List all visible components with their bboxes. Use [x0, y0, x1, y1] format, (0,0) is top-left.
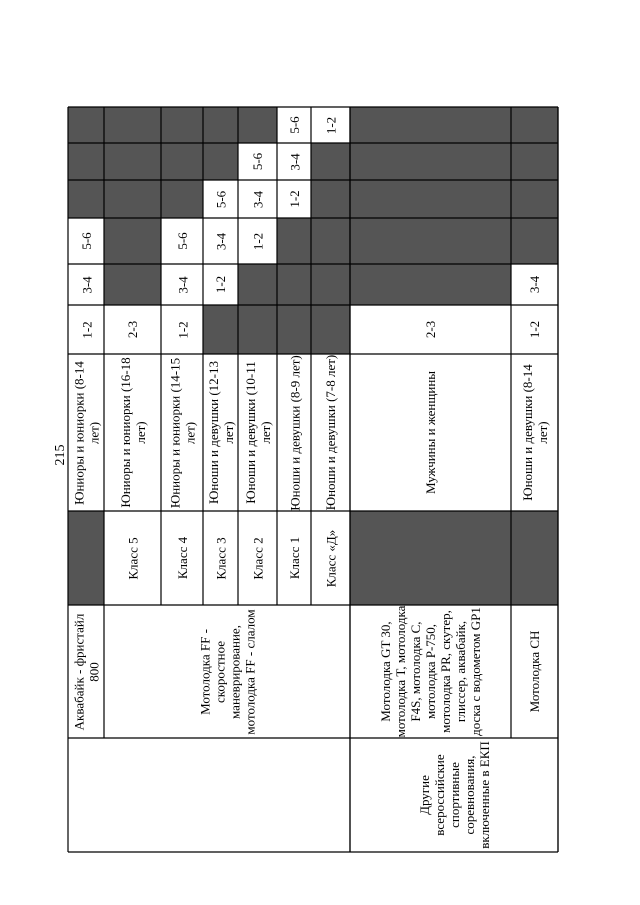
shaded-cell	[238, 305, 277, 354]
table-cell: 1-2	[323, 116, 338, 134]
shaded-cell	[350, 143, 511, 180]
shaded-cell	[161, 143, 203, 180]
shaded-cell	[203, 305, 238, 354]
shaded-cell	[104, 143, 161, 180]
table-cell: 1-2	[213, 275, 228, 294]
table-cell: 5-6	[174, 232, 190, 250]
class-cell: Класс 4	[174, 536, 190, 580]
shaded-cell	[277, 218, 311, 264]
discipline-name-cell: Мотолодка FF - скоростное маневрирование, мотолодка FF - слалом	[197, 608, 257, 735]
shaded-cell	[311, 264, 350, 305]
shaded-cell	[161, 107, 203, 143]
age-group-cell: Юниоры и юниорки (14-15 лет)	[167, 357, 197, 508]
table-cell: 2-3	[125, 320, 140, 339]
discipline-name-cell: Мотолодка CH	[527, 630, 542, 713]
shaded-cell	[68, 511, 104, 605]
table-cell: 3-4	[286, 152, 302, 171]
table-cell: 1-2	[174, 320, 190, 339]
table-cell: 3-4	[250, 190, 265, 208]
table-cell: 1-2	[78, 320, 94, 339]
shaded-cell	[104, 180, 161, 218]
shaded-cell	[511, 143, 558, 180]
shaded-cell	[238, 107, 277, 143]
shaded-cell	[203, 107, 238, 143]
shaded-cell	[104, 264, 161, 305]
discipline-name-cell: Мотолодка GT 30, мотолодка T, мотолодка F4S, мотолодка C, мотолодка P-750, мотолодка PR, скутер, глиссер, аквабайк, доска с водометом GP1	[378, 605, 483, 738]
class-cell: Класс 2	[250, 536, 265, 580]
age-group-cell: Юноши и девушки (7-8 лет)	[323, 354, 338, 511]
discipline-name-cell: Аквабайк - фристайл 800	[71, 613, 101, 730]
shaded-cell	[350, 511, 558, 605]
table-cell: 3-4	[174, 275, 190, 294]
shaded-cell	[161, 180, 203, 218]
shaded-cell	[511, 218, 558, 264]
table-cell: 5-6	[213, 190, 228, 208]
shaded-cell	[350, 264, 511, 305]
table-cell: 1-2	[286, 190, 302, 208]
table-cell: 2-3	[423, 320, 438, 339]
class-cell: Класс 3	[213, 536, 228, 580]
shaded-cell	[277, 305, 311, 354]
table-cell: 5-6	[286, 116, 302, 134]
age-group-cell: Мужчины и женщины	[423, 370, 438, 495]
age-group-cell: Юноши и девушки (8-14 лет)	[519, 364, 550, 501]
table-cell: 3-4	[527, 275, 542, 294]
shaded-cell	[104, 218, 161, 264]
page-number: 215	[53, 444, 68, 466]
shaded-cell	[511, 180, 558, 218]
shaded-cell	[68, 107, 104, 143]
shaded-cell	[104, 107, 161, 143]
shaded-cell	[350, 107, 511, 143]
class-cell: Класс 1	[286, 536, 302, 580]
shaded-cell	[311, 305, 350, 354]
shaded-cell	[203, 143, 238, 180]
shaded-cell	[350, 180, 511, 218]
shaded-cell	[238, 264, 277, 305]
class-cell: Класс 5	[125, 536, 140, 580]
table-cell: 3-4	[213, 232, 228, 250]
age-group-cell: Юноши и девушки (10-11 лет)	[242, 361, 273, 504]
age-group-cell: Юноши и девушки (8-9 лет)	[286, 354, 302, 511]
table-cell: 5-6	[250, 152, 265, 171]
age-group-cell: Юниоры и юниорки (16-18 лет)	[117, 357, 148, 508]
shaded-cell	[350, 218, 511, 264]
shaded-cell	[277, 264, 311, 305]
table-cell: 5-6	[78, 232, 94, 250]
table-cell: 1-2	[527, 320, 542, 339]
shaded-cell	[311, 218, 350, 264]
shaded-cell	[68, 143, 104, 180]
age-group-cell: Юниоры и юниорки (8-14 лет)	[71, 360, 101, 505]
table-cell: 3-4	[78, 275, 94, 294]
shaded-cell	[311, 143, 350, 180]
class-cell: Класс «Д»	[323, 529, 338, 587]
shaded-cell	[68, 180, 104, 218]
competition-type-cell: Другие всероссийские спортивные соревнования, включенные в ЕКП	[416, 741, 492, 849]
age-group-cell: Юноши и девушки (12-13 лет)	[205, 361, 236, 505]
shaded-cell	[511, 107, 558, 143]
shaded-cell	[311, 180, 350, 218]
table-cell: 1-2	[250, 232, 265, 250]
